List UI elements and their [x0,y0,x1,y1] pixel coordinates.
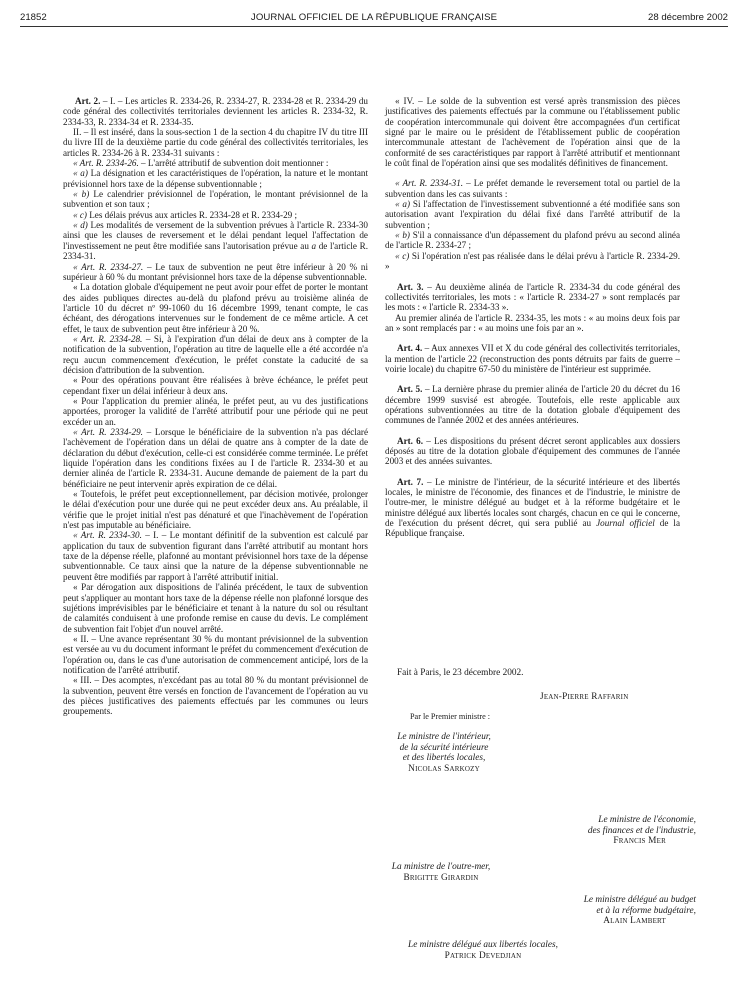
header-rule [20,26,728,27]
page-header [20,12,728,26]
r2334-30-p4: « III. – Des acomptes, n'excédant pas au total 80 % du montant prévisionnel de la subvention, peuvent être versés en fonction de l'avancement de l'opération au vu des pièces justificatives des paiements effectués par les communes ou leurs groupements. [63,675,368,717]
r2334-27: « Art. R. 2334-27. – Le taux de subvention ne peut être inférieur à 20 % ni supérieur à 60 % du montant prévisionnel hors taxe de la dépense subventionnable. [63,261,369,282]
r2334-29: « Art. R. 2334-29. – Lorsque le bénéficiaire de la subvention n'a pas déclaré l'achèvement de l'opération dans un délai de quatre ans à compter de la date de déclaration du début d'exécution, celle-ci est considérée comme terminée. Le préfet liquide l'opération dans les conditions fixées au I de l'article R. 2334-30 et au dernier alinéa de l'article R. 2334-31. Aucune demande de paiement de la part du bénéficiaire ne peut intervenir après expiration de ce délai. [63,427,368,489]
r2334-31-b: « b) S'il a connaissance d'un dépassement du plafond prévu au second alinéa de l'article R. 2334-27 ; [385,230,680,251]
page-number: 21852 [20,12,47,23]
r2334-28-p3: « Pour l'application du premier alinéa, le préfet peut, au vu des justifications apportées, proroger la validité de l'arrêté attributif pour une période qui ne peut excéder un an. [63,395,368,427]
r2334-31-c: « c) Si l'opération n'est pas réalisée dans le délai prévu à l'article R. 2334-29. » [385,250,680,272]
r2334-29-p2: « Toutefois, le préfet peut exceptionnellement, par décision motivée, prolonger le délai d'exécution pour une durée qui ne peut excéder deux ans. Au préalable, il vérifie que le projet initial n'est pas dénaturé et que l'inachèvement de l'opération n'est pas imputable au bénéficiaire. [63,489,368,531]
r2334-31: « Art. R. 2334-31. – Le préfet demande le reversement total ou partiel de la subvention dans les cas suivants : [385,178,681,199]
minister-interior: Le ministre de l'intérieur, de la sécurité intérieure et des libertés locales, Nicolas Sarkozy [397,732,491,774]
minister-budget: Le ministre délégué au budget et à la réforme budgétaire, Alain Lambert [583,895,696,927]
r2334-26-b: « b) Le calendrier prévisionnel de l'opération, le montant prévisionnel de la subvention et son taux ; [63,189,368,210]
minister-overseas: La ministre de l'outre-mer, Brigitte Girardin [391,862,491,883]
r2334-26-c: « c) Les délais prévus aux articles R. 2334-28 et R. 2334-29 ; [73,209,298,220]
article-2: Art. 2. – I. – Les articles R. 2334-26, R. 2334-27, R. 2334-28 et R. 2334-29 du code général des collectivités territoriales deviennent les articles R. 2334-32, R. 2334-33, R. 2334-34 et R. 2334-35. [63,96,368,127]
right-column [385,96,680,539]
r2334-27-p2: « La dotation globale d'équipement ne peut avoir pour effet de porter le montant des aides publiques directes au-delà du plafond prévu au troisième alinéa de l'article 10 du décret nº 99-1060 du 16 décembre 1999, tenant compte, le cas échéant, des dérogations intervenues sur le fondement de ce même article. A cet effet, le taux de subvention peut être inférieur à 20 %. [63,282,368,334]
r2334-28-p2: « Pour des opérations pouvant être réalisées à brève échéance, le préfet peut cependant fixer un délai inférieur à deux ans. [63,375,368,396]
pm-signature: Jean-Pierre Raffarin [540,692,629,702]
left-column [63,96,368,717]
article-4: Art. 4. – Aux annexes VII et X du code général des collectivités territoriales, la mention de l'article 22 (reconstruction des ponts détruits par faits de guerre – voirie locale) du chapitre 67-50 du ministère de l'intérieur est supprimée. [385,343,680,374]
r2334-30: « Art. R. 2334-30. – I. – Le montant définitif de la subvention est calculé par application du taux de subvention figurant dans l'arrêté attributif au montant hors taxe de la dépense réelle, plafonné au montant prévisionnel hors taxe de la dépense subventionnable. Ce taux ainsi que la nature de la dépense subventionnable ne peuvent être modifiés par rapport à l'arrêté attributif initial. [63,530,369,582]
r2334-31-a: « a) Si l'affectation de l'investissement subventionné a été modifiée sans son autorisation avant l'expiration du délai fixé dans l'arrêté attributif de la subvention ; [385,199,680,230]
article-3: Art. 3. – Au deuxième alinéa de l'article R. 2334-34 du code général des collectivités territoriales, les mots : « l'article R. 2334-27 » sont remplacés par les mots : « l'article R. 2334-33 ». [385,281,680,313]
r2334-30-p2: « Par dérogation aux dispositions de l'alinéa précédent, le taux de subvention peut s'appliquer au montant hors taxe de la dépense réelle non plafonné lorsque des sujétions imprévisibles par le bénéficiaire et tenant à la nature du sol ou résultant de calamités conduisent à une profonde remise en cause du devis. Le complément de subvention fait l'objet d'un nouvel arrêté. [63,582,368,634]
article-2-ii: II. – Il est inséré, dans la sous-section 1 de la section 4 du chapitre IV du titre III du livre III de la deuxième partie du code général des collectivités territoriales, les articles R. 2334-26 à R. 2334-31 suivants : [63,127,368,158]
minister-local-liberties: Le ministre délégué aux libertés locales, Patrick Devedjian [408,940,558,961]
article-5: Art. 5. – La dernière phrase du premier alinéa de l'article 20 du décret du 16 décembre 1999 susvisé est abrogée. Toutefois, elle reste applicable aux opérations subventionnées au titre de la dotation globale d'équipement des communes de l'année 2002 et des années antérieures. [385,384,680,426]
r2334-30-p3: « II. – Une avance représentant 30 % du montant prévisionnel de la subvention est versée au vu du document informant le préfet du commencement d'exécution de l'opération ou, dans le cas d'une autorisation de commencement anticipé, lors de la notification de l'arrêté attributif. [63,633,368,675]
place-date: Fait à Paris, le 23 décembre 2002. [397,668,524,678]
r2334-26-d: « d) Les modalités de versement de la subvention prévues à l'article R. 2334-30 ainsi que les clauses de reversement et le délai pendant lequel l'affectation de l'investissement ne peut être modifiée sans l'autorisation prévue au a de l'article R. 2334-31. [63,220,368,262]
article-3-p2: Au premier alinéa de l'article R. 2334-35, les mots : « au moins deux fois par an » sont remplacés par : « au moins une fois par an ». [385,312,680,333]
journal-title: JOURNAL OFFICIEL DE LA RÉPUBLIQUE FRANÇAISE [250,12,498,23]
r2334-28: « Art. R. 2334-28. – Si, à l'expiration d'un délai de deux ans à compter de la notification de la subvention, l'opération au titre de laquelle elle a été accordée n'a reçu aucun commencement d'exécution, le préfet constate la caducité de sa décision d'attribution de la subvention. [63,333,369,375]
r2334-26-a: « a) La désignation et les caractéristiques de l'opération, la nature et le montant prévisionnel hors taxe de la dépense subventionnable ; [63,168,369,189]
minister-economy: Le ministre de l'économie, des finances et de l'industrie, Francis Mer [587,815,696,847]
r2334-30-p5: « IV. – Le solde de la subvention est versé après transmission des pièces justificatives des paiements effectués par la commune ou l'établissement public de coopération intercommunale qui doivent être accompagnées d'un certificat signé par le maire ou le président de l'établissement public de coopération intercommunale attestant de l'achèvement de l'opération ainsi que de la conformité de ses caractéristiques par rapport à l'arrêté attributif et mentionnant le coût final de l'opération ainsi que ses modalités définitives de financement. [385,96,680,169]
article-7: Art. 7. – Le ministre de l'intérieur, de la sécurité intérieure et des libertés locales, le ministre de l'économie, des finances et de l'industrie, le ministre de l'outre-mer, le ministre délégué au budget et à la réforme budgétaire et le ministre délégué aux libertés locales sont chargés, chacun en ce qui le concerne, de l'exécution du présent décret, qui sera publié au Journal officiel de la République française. [385,476,681,539]
issue-date: 28 décembre 2002 [647,12,728,23]
r2334-26: « Art. R. 2334-26. – L'arrêté attributif de subvention doit mentionner : [73,158,329,169]
pm-intro: Par le Premier ministre : [410,712,491,721]
article-6: Art. 6. – Les dispositions du présent décret seront applicables aux dossiers déposés au titre de la dotation globale d'équipement des communes de l'année 2003 et des années suivantes. [385,435,680,467]
